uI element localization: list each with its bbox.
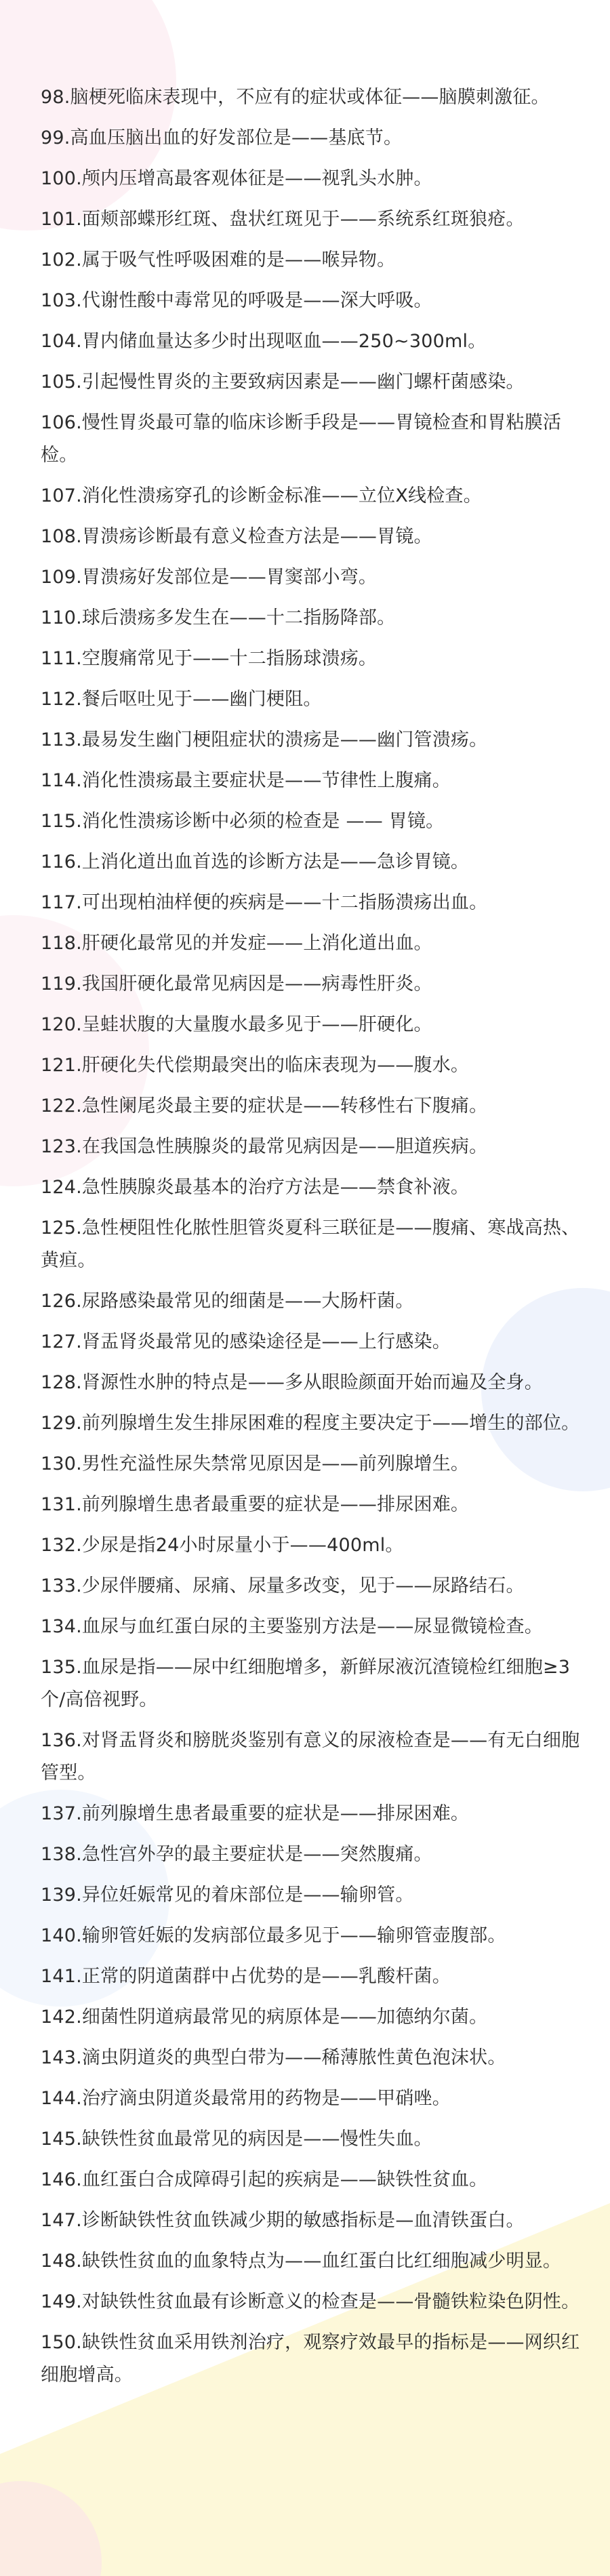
list-item: 144.治疗滴虫阴道炎最常用的药物是——甲硝唑。 <box>41 2088 451 2109</box>
list-item: 129.前列腺增生发生排尿困难的程度主要决定于——增生的部位。 <box>41 1413 580 1434</box>
list-item: 109.胃溃疡好发部位是——胃窦部小弯。 <box>41 567 378 588</box>
list-item: 115.消化性溃疡诊断中必须的检查是 —— 胃镜。 <box>41 811 445 832</box>
list-item: 113.最易发生幽门梗阻症状的溃疡是——幽门管溃疡。 <box>41 729 488 750</box>
list-item: 150.缺铁性贫血采用铁剂治疗，观察疗效最早的指标是——网织红细胞增高。 <box>41 2332 580 2386</box>
list-item: 128.肾源性水肿的特点是——多从眼睑颜面开始而遍及全身。 <box>41 1372 543 1393</box>
list-item: 143.滴虫阴道炎的典型白带为——稀薄脓性黄色泡沫状。 <box>41 2047 506 2068</box>
list-item: 116.上消化道出血首选的诊断方法是——急诊胃镜。 <box>41 851 470 872</box>
list-item: 145.缺铁性贫血最常见的病因是——慢性失血。 <box>41 2129 432 2150</box>
list-item: 99.高血压脑出血的好发部位是——基底节。 <box>41 127 403 148</box>
list-item: 146.血红蛋白合成障碍引起的疾病是——缺铁性贫血。 <box>41 2169 488 2190</box>
list-item: 119.我国肝硬化最常见病因是——病毒性肝炎。 <box>41 973 432 994</box>
list-item: 112.餐后呕吐见于——幽门梗阻。 <box>41 689 322 710</box>
list-item: 102.属于吸气性呼吸困难的是——喉异物。 <box>41 249 396 270</box>
list-item: 136.对肾盂肾炎和膀胱炎鉴别有意义的尿液检查是——有无白细胞管型。 <box>41 1730 580 1784</box>
list-item: 111.空腹痛常见于——十二指肠球溃疡。 <box>41 648 378 669</box>
list-item: 98.脑梗死临床表现中，不应有的症状或体征——脑膜刺激征。 <box>41 87 550 108</box>
list-item: 121.肝硬化失代偿期最突出的临床表现为——腹水。 <box>41 1055 470 1076</box>
list-item: 138.急性宫外孕的最主要症状是——突然腹痛。 <box>41 1844 432 1865</box>
list-item: 148.缺铁性贫血的血象特点为——血红蛋白比红细胞减少明显。 <box>41 2251 562 2272</box>
list-item: 100.颅内压增高最客观体征是——视乳头水肿。 <box>41 168 432 189</box>
list-item: 118.肝硬化最常见的并发症——上消化道出血。 <box>41 933 432 954</box>
list-item: 124.急性胰腺炎最基本的治疗方法是——禁食补液。 <box>41 1177 470 1198</box>
list-item: 123.在我国急性胰腺炎的最常见病因是——胆道疾病。 <box>41 1136 488 1157</box>
list-item: 147.诊断缺铁性贫血铁减少期的敏感指标是—血清铁蛋白。 <box>41 2210 525 2231</box>
list-item: 142.细菌性阴道病最常见的病原体是——加德纳尔菌。 <box>41 2007 488 2028</box>
list-item: 133.少尿伴腰痛、尿痛、尿量多改变，见于——尿路结石。 <box>41 1575 525 1596</box>
list-item: 101.面颊部蝶形红斑、盘状红斑见于——系统系红斑狼疮。 <box>41 209 525 230</box>
list-item: 135.血尿是指——尿中红细胞增多，新鲜尿液沉渣镜检红细胞≥3个/高倍视野。 <box>41 1657 571 1710</box>
list-item: 139.异位妊娠常见的着床部位是——输卵管。 <box>41 1885 414 1906</box>
list-item: 108.胃溃疡诊断最有意义检查方法是——胃镜。 <box>41 526 432 547</box>
list-item: 110.球后溃疡多发生在——十二指肠降部。 <box>41 607 396 628</box>
qa-list <box>41 81 583 2400</box>
list-item: 117.可出现柏油样便的疾病是——十二指肠溃疡出血。 <box>41 892 488 913</box>
list-item: 149.对缺铁性贫血最有诊断意义的检查是——骨髓铁粒染色阴性。 <box>41 2291 580 2312</box>
list-item: 120.呈蛙状腹的大量腹水最多见于——肝硬化。 <box>41 1014 432 1035</box>
list-item: 130.男性充溢性尿失禁常见原因是——前列腺增生。 <box>41 1453 470 1474</box>
list-item: 125.急性梗阻性化脓性胆管炎夏科三联征是——腹痛、寒战高热、黄疸。 <box>41 1217 580 1271</box>
list-item: 107.消化性溃疡穿孔的诊断金标准——立位X线检查。 <box>41 485 482 506</box>
list-item: 137.前列腺增生患者最重要的症状是——排尿困难。 <box>41 1803 470 1824</box>
list-item: 131.前列腺增生患者最重要的症状是——排尿困难。 <box>41 1494 470 1515</box>
list-item: 141.正常的阴道菌群中占优势的是——乳酸杆菌。 <box>41 1966 451 1987</box>
list-item: 106.慢性胃炎最可靠的临床诊断手段是——胃镜检查和胃粘膜活检。 <box>41 412 562 466</box>
list-item: 134.血尿与血红蛋白尿的主要鉴别方法是——尿显微镜检查。 <box>41 1616 543 1637</box>
list-item: 105.引起慢性胃炎的主要致病因素是——幽门螺杆菌感染。 <box>41 371 525 393</box>
list-item: 132.少尿是指24小时尿量小于——400ml。 <box>41 1535 404 1556</box>
list-item: 127.肾盂肾炎最常见的感染途径是——上行感染。 <box>41 1331 451 1352</box>
list-item: 122.急性阑尾炎最主要的症状是——转移性右下腹痛。 <box>41 1095 488 1116</box>
list-item: 103.代谢性酸中毒常见的呼吸是——深大呼吸。 <box>41 290 432 311</box>
list-item: 104.胃内储血量达多少时出现呕血——250~300ml。 <box>41 331 487 352</box>
list-item: 140.输卵管妊娠的发病部位最多见于——输卵管壶腹部。 <box>41 1925 506 1946</box>
list-item: 126.尿路感染最常见的细菌是——大肠杆菌。 <box>41 1291 414 1312</box>
list-item: 114.消化性溃疡最主要症状是——节律性上腹痛。 <box>41 770 451 791</box>
